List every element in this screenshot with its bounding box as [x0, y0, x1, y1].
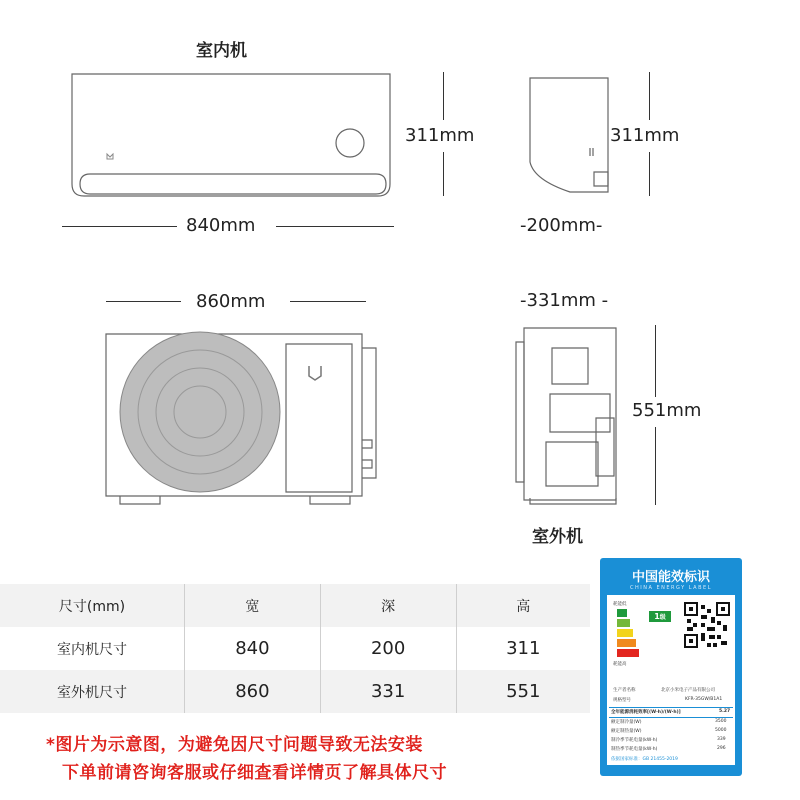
indoor-unit-front-drawing: [60, 68, 400, 208]
indoor-width-label: 840mm: [186, 215, 256, 236]
indoor-side-height-label: 311mm: [610, 125, 680, 146]
indoor-side-height-dim-top: [649, 72, 650, 120]
table-header-cell: 尺寸(mm): [0, 584, 185, 627]
model-value: KFR-35GW/B1A1: [685, 697, 723, 702]
grade-unit: 级: [659, 614, 666, 621]
disclaimer-line-2: 下单前请咨询客服或仔细查看详情页了解具体尺寸: [62, 763, 447, 783]
table-row: [0, 670, 590, 713]
table-cell: 311: [456, 627, 590, 670]
grade-bar-4: [617, 639, 636, 647]
grade-bar-3: [617, 629, 633, 637]
grade-value: 1: [654, 612, 660, 621]
spec-value: 5000: [715, 728, 727, 733]
energy-label-subtitle: CHINA ENERGY LABEL: [630, 585, 712, 591]
maker-key: 生产者名称: [613, 688, 636, 693]
grade-bar-2: [617, 619, 630, 627]
standard-footer: 依据国家标准：GB 21455-2019: [611, 757, 678, 762]
indoor-width-dim-left: [62, 226, 177, 227]
indoor-width-dim-right: [276, 226, 394, 227]
spec-label: 额定制冷量(W): [611, 720, 642, 725]
outdoor-width-label: 860mm: [196, 291, 266, 312]
dimension-table: [0, 584, 590, 713]
table-header-cell: 深: [320, 584, 456, 627]
table-header-cell: 高: [456, 584, 590, 627]
spec-value: 296: [717, 746, 726, 751]
indoor-height-dim-bottom: [443, 152, 444, 196]
outdoor-unit-front-drawing: [100, 328, 390, 518]
spec-label: 额定制热量(W): [611, 729, 642, 734]
spec-label: 制冷季节耗电量(kW·h): [611, 738, 658, 743]
table-header-cell: 宽: [185, 584, 321, 627]
outdoor-unit-side-drawing: [512, 322, 632, 507]
table-cell: 室外机尺寸: [0, 670, 185, 713]
outdoor-depth-label: -331mm -: [520, 290, 609, 311]
table-cell: 200: [320, 627, 456, 670]
energy-label-body: [607, 595, 735, 765]
table-cell: 室内机尺寸: [0, 627, 185, 670]
indoor-depth-label: -200mm-: [520, 215, 603, 236]
maker-value: 北京小米电子产品有限公司: [661, 688, 715, 693]
outdoor-height-label: 551mm: [632, 400, 702, 421]
table-cell: 551: [456, 670, 590, 713]
table-cell: 331: [320, 670, 456, 713]
model-key: 规格型号: [613, 698, 631, 703]
spec-value: 339: [717, 737, 726, 742]
outdoor-height-dim-bottom: [655, 427, 656, 505]
energy-label: [600, 558, 742, 776]
outdoor-height-dim-top: [655, 325, 656, 397]
disclaimer-line-1: *图片为示意图，为避免因尺寸问题导致无法安装: [46, 735, 423, 755]
table-cell: 840: [185, 627, 321, 670]
qr-code-icon: [683, 601, 731, 649]
energy-label-title: 中国能效标识: [631, 570, 710, 585]
spec-label: 制热季节耗电量(kW·h): [611, 747, 658, 752]
table-row: [0, 627, 590, 670]
grade-bar-5: [617, 649, 639, 657]
grade-bar-1: [617, 609, 627, 617]
indoor-height-dim-top: [443, 72, 444, 120]
apf-value: 5.27: [719, 709, 731, 714]
indoor-height-label: 311mm: [405, 125, 475, 146]
indoor-unit-title: 室内机: [196, 41, 247, 61]
high-consumption-text: 耗能高: [613, 662, 627, 667]
outdoor-unit-title: 室外机: [532, 527, 583, 547]
indoor-side-height-dim-bottom: [649, 152, 650, 196]
indoor-unit-side-drawing: [520, 72, 620, 202]
low-consumption-text: 耗能低: [613, 602, 627, 607]
table-cell: 860: [185, 670, 321, 713]
apf-label: 全年能源消耗效率[(W·h)/(W·h)]: [611, 710, 681, 715]
table-header-row: [0, 584, 590, 627]
spec-value: 3500: [715, 719, 727, 724]
grade-badge: [649, 611, 671, 622]
outdoor-width-dim-right: [290, 301, 366, 302]
outdoor-width-dim-left: [106, 301, 181, 302]
